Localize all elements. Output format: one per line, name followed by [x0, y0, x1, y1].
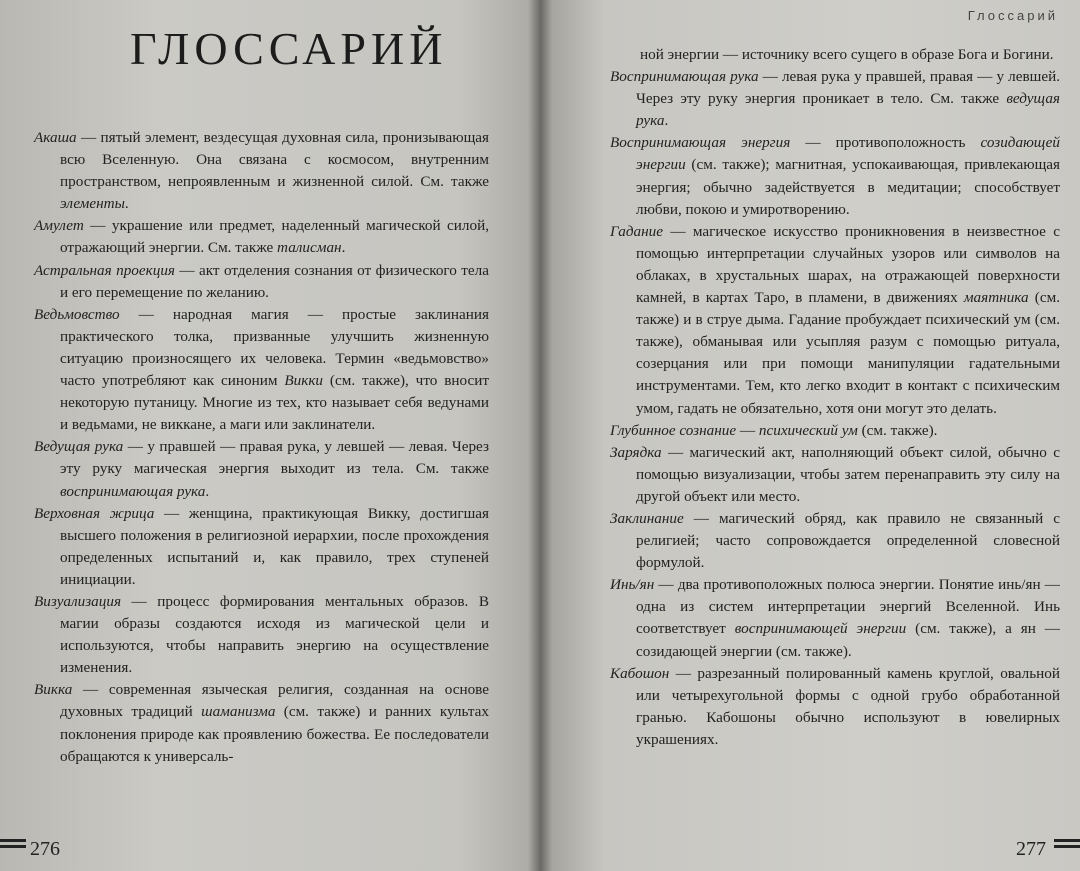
entry-body: — пятый элемент, вездесущая духовная сила, пронизывающая всю Вселенную. Она связана с космосом, внутренним пространством, непроявленным и жизненной силой. См. также — [60, 129, 489, 191]
entry-tail: . — [341, 239, 346, 257]
entry-tail: . — [124, 195, 129, 213]
entry-ref: шаманизма — [201, 703, 276, 721]
glossary-entry — [610, 132, 1060, 220]
entry-ref: созидающей энергии — [636, 134, 1060, 174]
entry-tail: (см. также) и ранних культах поклонения природе как проявлению божества. Ее последователи обращаются к универсаль- — [60, 703, 489, 765]
entry-tail: (см. также); магнитная, успокаивающая, привлекающая энергия; обычно задействуется в медитации; способствует любви, покою и умиротворению. — [636, 156, 1060, 218]
glossary-entry — [34, 215, 489, 259]
entry-term: Верховная жрица — [34, 504, 155, 522]
entry-ref: маятника — [963, 289, 1029, 307]
entry-tail: . — [664, 112, 669, 130]
entry-term: Инь/ян — [610, 576, 655, 594]
entry-body: — современная языческая религия, созданная на основе духовных традиций — [60, 681, 489, 721]
entry-term: Ведущая рука — [34, 438, 124, 456]
folio-rule-icon — [0, 839, 26, 851]
entry-ref: ведущая рука — [636, 90, 1060, 130]
entry-term: Акаша — [34, 129, 77, 146]
entry-term: Астральная проекция — [34, 261, 175, 279]
glossary-column-right — [610, 44, 1060, 751]
entry-tail: (см. также). — [857, 421, 938, 439]
entry-body: — процесс формирования ментальных образов. В магии образы создаются исходя из магической цели и используются, чтобы направить энергию на осуществление изменения. — [60, 592, 489, 677]
entry-tail: (см. также) и в струе дыма. Гадание пробуждает психический ум (см. также), обманывая или усыпляя разум с помощью ритуала, созерцания или при помощи манипуляции гадательными инструментами. Тем, кто легко входит в контакт с психическим умом, гадать не обязательно, хотя они могут это делать. — [636, 289, 1060, 417]
glossary-entry — [610, 66, 1060, 132]
glossary-entry — [610, 663, 1060, 751]
entry-term: Глубинное сознание — [610, 421, 737, 439]
glossary-column-left — [34, 127, 489, 768]
entry-term: Заклинание — [610, 509, 684, 527]
glossary-entry — [610, 442, 1060, 508]
entry-body: — магический акт, наполняющий объект силой, обычно с помощью визуализации, чтобы затем перенаправить эту силу на другой объект или место. — [636, 443, 1060, 505]
entry-term: Гадание — [610, 222, 664, 240]
entry-term: Ведьмовство — [34, 305, 120, 323]
entry-body: — женщина, практикующая Викку, достигшая высшего положения в религиозной иерархии, после прохождения определенных испытаний и, как правило, трех ступеней инициации. — [60, 504, 490, 588]
entry-body: — украшение или предмет, наделенный магической силой, отражающий энергии. См. также — [60, 217, 489, 257]
entry-tail: (см. также), что вносит некоторую путаницу. Многие из тех, кто называет себя ведунами и ведьмами, не виккане, а маги или заклинатели. — [60, 372, 490, 434]
entry-ref: психический ум — [758, 421, 858, 439]
glossary-entry — [34, 127, 489, 215]
running-head: Глоссарий — [967, 8, 1058, 23]
entry-tail: . — [205, 482, 210, 500]
entry-body: — магический обряд, как правило не связанный с религией; часто сопровождается определенной словесной формулой. — [636, 509, 1060, 572]
entry-body: — левая рука у правшей, правая — у левшей. Через эту руку энергия проникает в тело. См. также — [636, 68, 1060, 108]
entry-term: Кабошон — [610, 664, 670, 682]
page-number: 277 — [1016, 838, 1046, 860]
book-gutter — [528, 0, 552, 871]
entry-ref: воспринимающей энергии — [734, 620, 907, 638]
glossary-entry — [610, 508, 1060, 574]
glossary-entry — [610, 221, 1060, 420]
entry-body: — разрезанный полированный камень круглой, овальной или четырехугольной формы с одной грубо обработанной гранью. Кабошоны обычно используют в ювелирных украшениях. — [636, 664, 1060, 748]
entry-body: — народная магия — простые заклинания практического толка, призванные улучшить жизненную ситуацию произносящего их человека. Термин «ведьмовство» часто употребляют как синоним — [60, 305, 489, 390]
entry-term: Викка — [34, 681, 73, 699]
entry-body: — два противоположных полюса энергии. Понятие инь/ян — одна из систем интерпретации энергий Вселенной. Инь соответствует — [636, 576, 1060, 638]
entry-ref: воспринимающая рука — [60, 482, 206, 500]
entry-term: Воспринимающая энергия — [610, 134, 791, 152]
glossary-entry — [610, 574, 1060, 662]
entry-body: — у правшей — правая рука, у левшей — левая. Через эту руку магическая энергия выходит из тела. См. также — [60, 438, 489, 478]
folio-rule-icon — [1054, 839, 1080, 851]
glossary-entry — [34, 679, 489, 767]
entry-tail: (см. также), а ян — созидающей энергии (см. также). — [636, 620, 1060, 660]
page-number: 276 — [30, 838, 60, 860]
entry-term: Воспринимающая рука — [610, 68, 759, 86]
entry-ref: талисман — [277, 239, 342, 257]
entry-ref: элементы — [60, 195, 125, 213]
glossary-entry — [34, 436, 489, 502]
entry-body: — магическое искусство проникновения в неизвестное с помощью интерпретации случайных узоров или символов на облаках, в хрустальных шарах, на отражающей поверхности камней, в картах Таро, в пламени, в движениях — [636, 222, 1060, 307]
entry-body: — акт отделения сознания от физического тела и его перемещение по желанию. — [60, 261, 489, 301]
entry-body: — противоположность — [790, 134, 981, 152]
glossary-entry — [34, 304, 489, 437]
entry-term: Зарядка — [610, 443, 662, 461]
entry-term: Визуализация — [34, 592, 122, 610]
glossary-entry — [34, 591, 489, 679]
right-page — [540, 0, 1080, 871]
glossary-entry — [610, 420, 1060, 442]
glossary-entry — [34, 260, 489, 304]
entry-continuation: ной энергии — источнику всего сущего в образе Бога и Богини. — [640, 46, 1054, 63]
entry-term: Амулет — [34, 217, 84, 235]
glossary-entry — [34, 503, 489, 591]
entry-body: — — [736, 421, 759, 439]
entry-ref: Викки — [284, 372, 324, 390]
page-title: ГЛОССАРИЙ — [130, 23, 448, 74]
